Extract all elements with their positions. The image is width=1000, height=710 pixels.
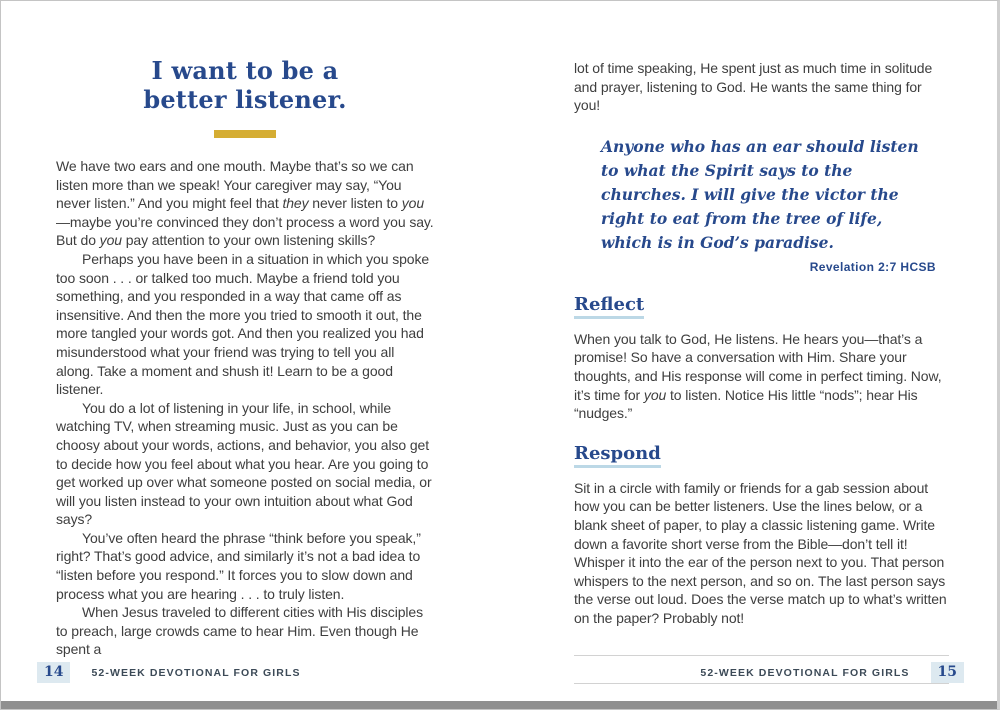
footer-book-title: 52-WEEK DEVOTIONAL FOR GIRLS — [91, 666, 301, 679]
body-paragraph: Perhaps you have been in a situation in which you spoke too soon . . . or talked too much. Maybe a friend told you something, and you responded in a way that came off as insensitive. And then the more you tried to smooth it out, the more tangled your words got. And then you realized you had misunderstood what your friend was trying to tell you all along. Take a moment and shush it! Learn to be a good listener. — [56, 250, 430, 398]
section-heading-label: Reflect — [574, 294, 644, 319]
respond-body — [574, 479, 949, 628]
page-number: 15 — [931, 662, 964, 683]
continuation-paragraph — [574, 59, 949, 115]
left-page-footer — [37, 662, 301, 683]
page-title — [56, 56, 434, 114]
page-bottom-edge — [1, 701, 997, 709]
left-page-body — [56, 157, 434, 659]
page-title-line1: I want to be a — [151, 56, 339, 85]
left-page — [56, 1, 434, 659]
writing-line — [574, 655, 949, 656]
body-paragraph: lot of time speaking, He spent just as much time in solitude and prayer, listening to God. He wants the same thing for you! — [574, 60, 933, 114]
body-paragraph: Sit in a circle with family or friends for a gab session about how you can be better listeners. Use the lines below, or a blank sheet of paper, to play a classic listening game. Write down a favorite short verse from the Bible—don’t tell it! Whisper it into the ear of the person next to you. That person whispers to the next person, and so on. The last person says the verse out loud. Does the verse match up to what’s written on the paper? Probably not! — [574, 479, 947, 626]
right-page-footer — [700, 662, 964, 683]
reflect-body — [574, 330, 949, 423]
body-paragraph: You do a lot of listening in your life, in school, while watching TV, when streaming music. Just as you can be choosy about your words, actions, and behavior, you also get to decide how you feel about what you hear. Are you going to get worked up over what someone posted on social media, or will you listen instead to your own intuition about what God says? — [56, 399, 432, 528]
right-page — [574, 1, 949, 710]
section-heading-respond — [574, 443, 949, 468]
verse-quote: Anyone who has an ear should listen to what the Spirit says to the churches. I will give the victor the right to eat from the tree of life, which is in God’s paradise. — [601, 136, 919, 252]
body-paragraph: When you talk to God, He listens. He hears you—that’s a promise! So have a conversation with Him. Share your thoughts, and His response will come in perfect timing. Now, it’s time for you to listen. Notice His little “nods”; hear His “nudges.” — [574, 330, 942, 422]
body-paragraph: You’ve often heard the phrase “think before you speak,” right? That’s good advice, and similarly it’s not a bad idea to “listen before you respond.” It forces you to slow down and process what you are hearing . . . to truly listen. — [56, 529, 421, 602]
body-paragraph: When Jesus traveled to different cities with His disciples to preach, large crowds came to hear Him. Even though He spent a — [56, 604, 423, 658]
page-number: 14 — [37, 662, 70, 683]
verse-reference: Revelation 2:7 HCSB — [809, 259, 936, 274]
body-paragraph: We have two ears and one mouth. Maybe that’s so we can listen more than we speak! Your caregiver may say, “You never listen.” And you might feel that they never listen to you—maybe you’re convinced they don’t process a word you say. But do you pay attention to your own listening skills? — [56, 158, 434, 249]
page-title-line2: better listener. — [143, 85, 347, 114]
section-heading-reflect — [574, 294, 949, 319]
section-heading-label: Respond — [574, 443, 661, 468]
title-divider — [214, 130, 276, 138]
footer-book-title: 52-WEEK DEVOTIONAL FOR GIRLS — [700, 666, 910, 679]
